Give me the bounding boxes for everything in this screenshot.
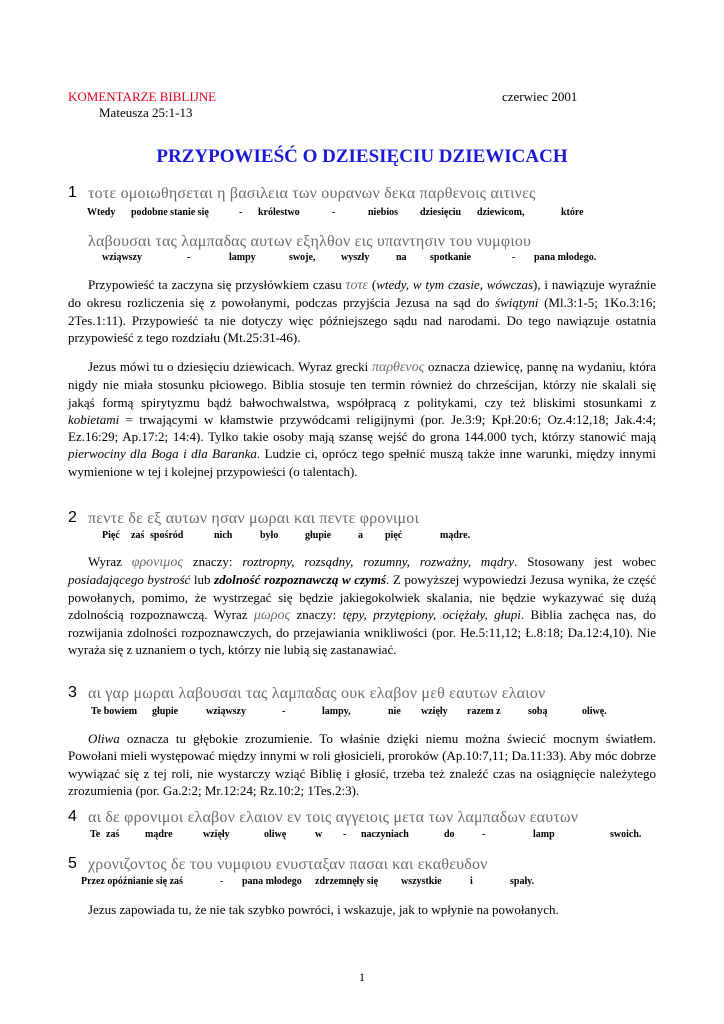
- gloss-word: swoje,: [289, 252, 316, 263]
- gloss-word: pięć: [385, 530, 403, 541]
- gloss-word: Te bowiem: [91, 706, 138, 717]
- date-label: czerwiec 2001: [502, 89, 578, 104]
- gloss-line: [0, 252, 724, 266]
- greek-line: τοτε ομοιωθησεται η βασιλεια των ουρανων δεκα παρθενοις αιτινες: [88, 185, 536, 202]
- commentary-paragraph: Wyraz φρονιμος znaczy: roztropny, rozsądny, rozumny, rozważny, mądry. Stosowany jest wobec posiadającego bystrość lub zdolność rozpoznawczą w czymś. Z powyższej wypowiedzi Jezusa wynika, że część powołanych, pomimo, że wystrzegać się będzie jakiegokolwiek skalania, nie będzie wykazywać się dużą zdolnością rozpoznawczą. Wyraz μωρος znaczy: tępy, przytępiony, ociężały, głupi. Biblia zachęca nas, do rozwijania zdolności rozpoznawczych, do przejawiania wnikliwości (por. He.5:11,12; Ł.8:18; Da.12:4,10). Nie wyraża się z uznaniem o tych, którzy nie lubią się zastanawiać.: [68, 554, 657, 658]
- gloss-line: [0, 530, 724, 544]
- verse-number: 5: [68, 855, 77, 872]
- gloss-word: Przez opóźnianie się zaś: [81, 876, 183, 887]
- gloss-line: [0, 706, 724, 720]
- gloss-word: królestwo: [258, 207, 300, 218]
- greek-line: λαβουσαι τας λαμπαδας αυτων εξηλθον εις υπαντησιν του νυμφιου: [88, 233, 532, 250]
- gloss-word: -: [482, 829, 486, 840]
- commentary-paragraph: Jezus mówi tu o dziesięciu dziewicach. Wyraz grecki παρθενος oznacza dziewicę, pannę na wydaniu, która nigdy nie miała stosunku płciowego. Biblia stosuje ten termin również do chrześcijan, którzy nie skalali się jakąś formą spirytyzmu bądź bałwochwalstwa, współpracą z politykami, czy też bliskimi stosunkami z kobietami = trwającymi w kłamstwie przywódcami religijnymi (por. Je.3:9; Kpł.20:6; Oz.4:12,18; Jak.4:4; Ez.16:29; Ap.17:2; 14:4). Tylko takie osoby mają szansę wejść do grona 144.000 tych, którzy stanowić mają pierwociny dla Boga i dla Baranka. Ludzie ci, oprócz tego spełnić muszą także inne warunki, między innymi wymienione w tej i kolejnej przypowieści (o talentach).: [68, 359, 657, 479]
- gloss-word: -: [332, 207, 336, 218]
- gloss-word: lamp: [533, 829, 555, 840]
- gloss-word: było: [260, 530, 279, 541]
- gloss-word: -: [239, 207, 243, 218]
- passage-reference: Mateusza 25:1-13: [99, 105, 193, 120]
- gloss-word: Wtedy: [87, 207, 116, 218]
- gloss-word: dziesięciu: [420, 207, 462, 218]
- gloss-word: a: [358, 530, 363, 541]
- gloss-word: nich: [214, 530, 233, 541]
- gloss-word: wszystkie: [401, 876, 442, 887]
- gloss-word: zaś: [131, 530, 145, 541]
- gloss-word: spośród: [150, 530, 184, 541]
- gloss-word: lampy,: [322, 706, 351, 717]
- gloss-word: oliwę.: [582, 706, 607, 717]
- gloss-word: dziewicom,: [477, 207, 525, 218]
- verse-number: 2: [68, 509, 77, 526]
- commentary-paragraph: Przypowieść ta zaczyna się przysłówkiem czasu τοτε (wtedy, w tym czasie, wówczas), i nawiązuje wyraźnie do okresu rozliczenia się z powołanymi, podczas przyjścia Jezusa na sąd do świątyni (Ml.3:1-5; 1Ko.3:16; 2Tes.1:11). Przypowieść ta nie dotyczy więc późniejszego sądu nad narodami. Do tego nawiązuje ostatnia przypowieść z tego rozdziału (Mt.25:31-46).: [68, 277, 656, 345]
- gloss-word: niebios: [368, 207, 399, 218]
- gloss-word: -: [343, 829, 347, 840]
- gloss-word: mądre: [145, 829, 173, 840]
- greek-line: χρονιζοντος δε του νυμφιου ενυσταξαν πασαι και εκαθευδον: [88, 856, 488, 873]
- greek-line: πεντε δε εξ αυτων ησαν μωραι και πεντε φρονιμοι: [88, 510, 420, 527]
- gloss-word: -: [282, 706, 286, 717]
- gloss-word: pana młodego: [242, 876, 302, 887]
- gloss-word: -: [512, 252, 516, 263]
- page-number: 1: [359, 970, 365, 984]
- greek-line: αι γαρ μωραι λαβουσαι τας λαμπαδας ουκ ελαβον μεθ εαυτων ελαιον: [88, 685, 546, 702]
- gloss-word: wziąwszy: [206, 706, 246, 717]
- gloss-word: Te: [90, 829, 101, 840]
- gloss-word: na: [396, 252, 407, 263]
- page-title: PRZYPOWIEŚĆ O DZIESIĘCIU DZIEWICACH: [156, 146, 568, 167]
- gloss-word: -: [220, 876, 224, 887]
- gloss-word: lampy: [229, 252, 256, 263]
- verse-number: 1: [68, 184, 77, 201]
- gloss-word: swoich.: [610, 829, 642, 840]
- series-title: KOMENTARZE BIBLIJNE: [68, 89, 217, 104]
- gloss-word: wziąwszy: [102, 252, 142, 263]
- verse-number: 4: [68, 808, 77, 825]
- gloss-word: nie: [388, 706, 401, 717]
- gloss-word: głupie: [152, 706, 179, 717]
- gloss-word: podobne stanie się: [131, 207, 209, 218]
- gloss-word: Pięć: [102, 530, 120, 541]
- gloss-word: i: [470, 876, 473, 887]
- gloss-line: [0, 829, 724, 843]
- gloss-word: naczyniach: [361, 829, 409, 840]
- gloss-word: pana młodego.: [534, 252, 597, 263]
- gloss-word: zaś: [106, 829, 120, 840]
- gloss-word: razem z: [467, 706, 501, 717]
- gloss-word: -: [187, 252, 191, 263]
- gloss-word: które: [561, 207, 584, 218]
- gloss-word: sobą: [528, 706, 548, 717]
- gloss-word: mądre.: [440, 530, 471, 541]
- gloss-line: [0, 207, 724, 221]
- gloss-word: spotkanie: [430, 252, 472, 263]
- gloss-word: oliwę: [264, 829, 287, 840]
- commentary-paragraph: Jezus zapowiada tu, że nie tak szybko powróci, i wskazuje, jak to wpłynie na powołanych.: [88, 902, 559, 917]
- gloss-word: spały.: [510, 876, 535, 887]
- gloss-word: wzięły: [203, 829, 230, 840]
- verse-number: 3: [68, 684, 77, 701]
- gloss-word: w: [315, 829, 323, 840]
- gloss-line: [0, 876, 724, 890]
- gloss-word: głupie: [305, 530, 332, 541]
- gloss-word: wyszły: [341, 252, 370, 263]
- gloss-word: wzięły: [421, 706, 448, 717]
- commentary-paragraph: Oliwa oznacza tu głębokie zrozumienie. To właśnie dzięki niemu można świecić mocnym światłem. Powołani mieli występować między innymi w roli głosicieli, proroków (Ap.10:7,11; Da.11:33). Aby móc dobrze wywiązać się z tej roli, nie wystarczy wziąć Biblię i głosić, trzeba też znaleźć czas na osiągnięcie należytego zrozumienia (por. Ga.2:2; Mr.12:24; Rz.10:2; 1Tes.2:3).: [68, 731, 656, 798]
- greek-line: αι δε φρονιμοι ελαβον ελαιον εν τοις αγγειοις μετα των λαμπαδων εαυτων: [88, 809, 579, 826]
- gloss-word: zdrzemnęły się: [315, 876, 379, 887]
- gloss-word: do: [444, 829, 455, 840]
